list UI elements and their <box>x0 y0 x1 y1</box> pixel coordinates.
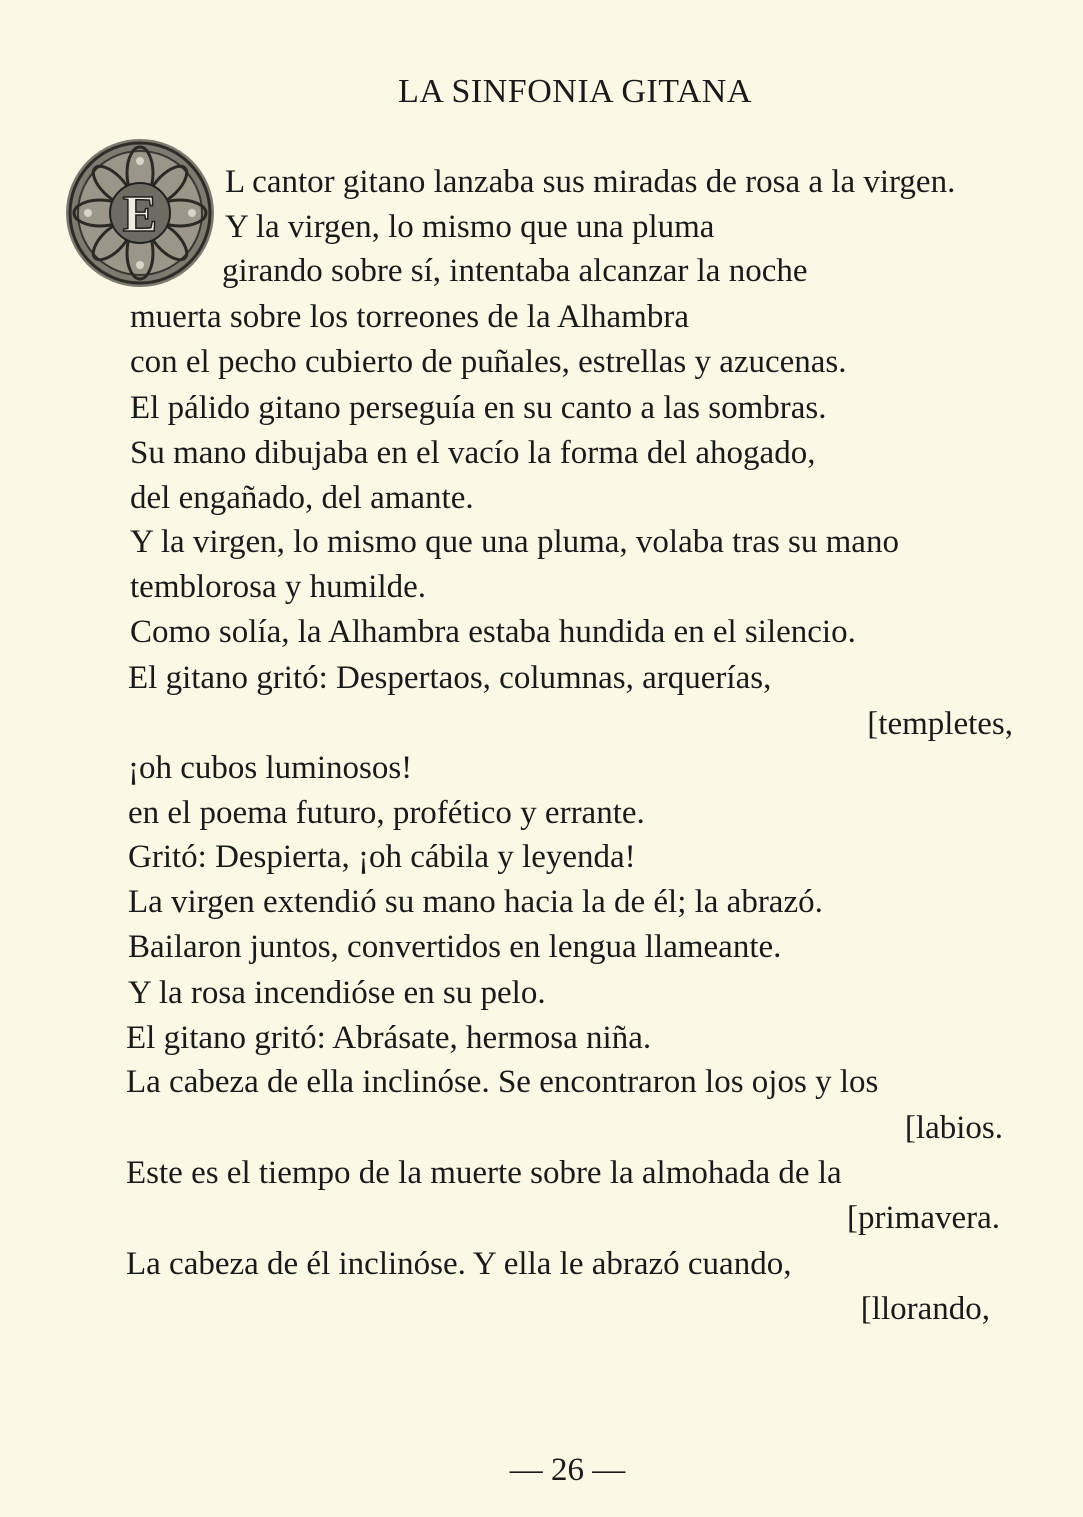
page-number: — 26 — <box>509 1452 626 1488</box>
poem-line: en el poema futuro, profético y errante. <box>128 795 645 831</box>
poem-line: El gitano gritó: Abrásate, hermosa niña. <box>126 1020 652 1056</box>
poem-line: Este es el tiempo de la muerte sobre la almohada de la <box>126 1155 842 1191</box>
poem-line: con el pecho cubierto de puñales, estrellas y azucenas. <box>130 344 847 380</box>
poem-line: girando sobre sí, intentaba alcanzar la noche <box>222 253 808 289</box>
poem-line: El pálido gitano perseguía en su canto a las sombras. <box>130 390 827 426</box>
poem-line: Gritó: Despierta, ¡oh cábila y leyenda! <box>128 839 636 875</box>
poem-line-continuation: [labios. <box>904 1110 1003 1146</box>
poem-line-continuation: [templetes, <box>867 706 1013 742</box>
poem-line: L cantor gitano lanzaba sus miradas de rosa a la virgen. <box>225 164 956 200</box>
poem-line-continuation: [llorando, <box>860 1291 990 1327</box>
poem-line: El gitano gritó: Despertaos, columnas, arquerías, <box>128 660 772 696</box>
poem-line: Y la virgen, lo mismo que una pluma <box>225 209 715 245</box>
poem-line: Y la rosa incendióse en su pelo. <box>128 975 546 1011</box>
poem-line: del engañado, del amante. <box>130 480 474 516</box>
poem-line: Como solía, la Alhambra estaba hundida en el silencio. <box>130 614 856 650</box>
page-title: LA SINFONIA GITANA <box>398 73 752 110</box>
poem-line-continuation: [primavera. <box>847 1200 1000 1236</box>
initial-letter: E <box>122 186 158 243</box>
poem-line: muerta sobre los torreones de la Alhambra <box>130 299 689 335</box>
poem-line: La cabeza de él inclinóse. Y ella le abrazó cuando, <box>126 1246 792 1282</box>
poem-line: ¡oh cubos luminosos! <box>128 750 413 786</box>
poem-line: Y la virgen, lo mismo que una pluma, volaba tras su mano <box>130 524 899 560</box>
poem-line: La virgen extendió su mano hacia la de él; la abrazó. <box>128 884 823 920</box>
poem-line: Su mano dibujaba en el vacío la forma del ahogado, <box>130 435 816 471</box>
poem-line: La cabeza de ella inclinóse. Se encontraron los ojos y los <box>126 1064 879 1100</box>
poem-line: temblorosa y humilde. <box>130 569 427 605</box>
ornamental-initial-icon <box>62 135 218 291</box>
poem-line: Bailaron juntos, convertidos en lengua llameante. <box>128 929 782 965</box>
